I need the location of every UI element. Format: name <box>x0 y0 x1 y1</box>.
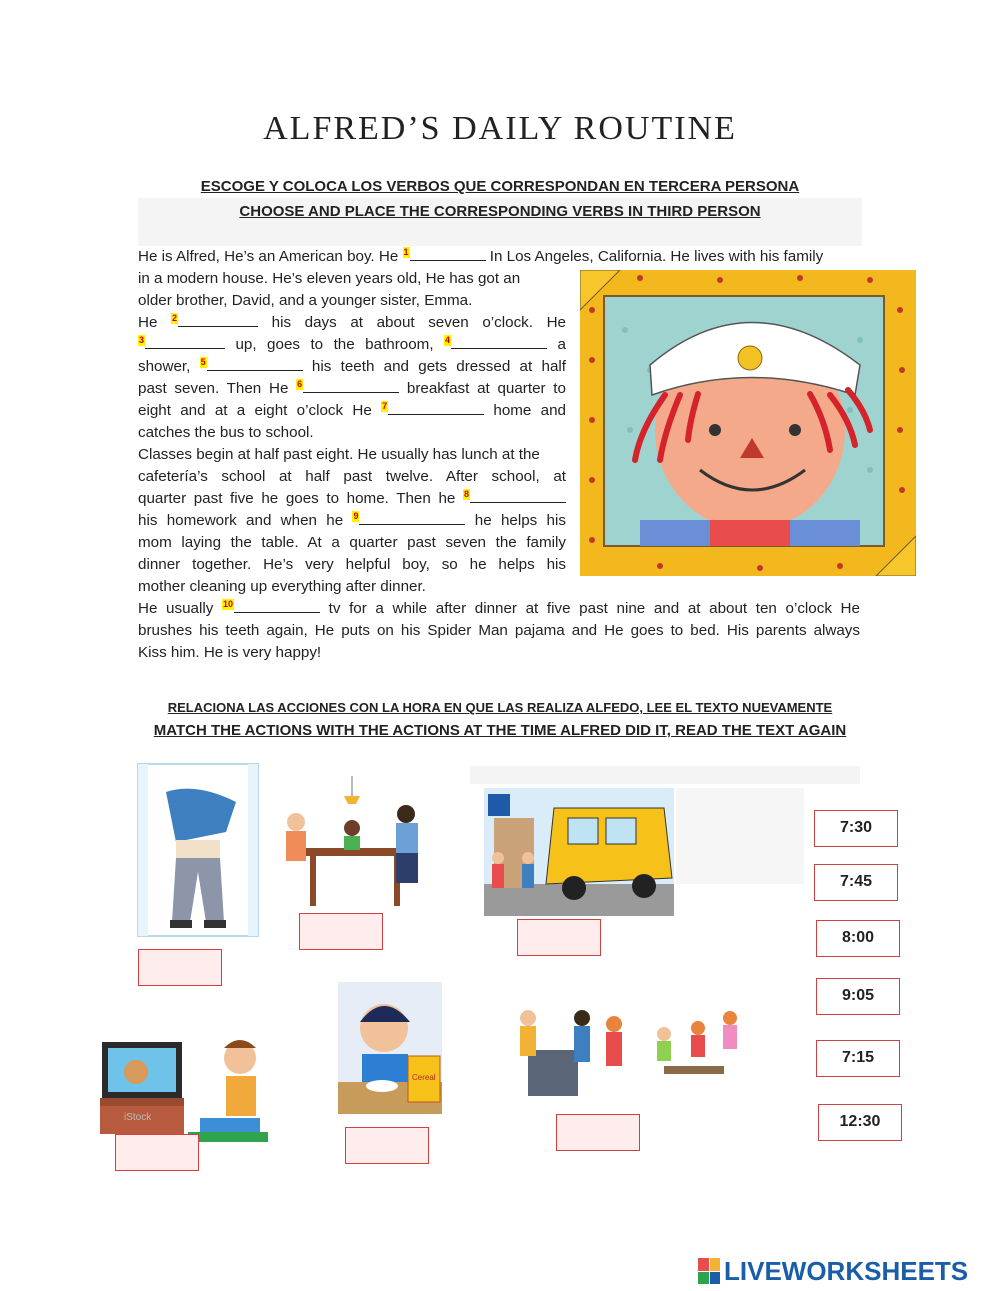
text-segment: In Los Angeles, California. He lives with his family <box>489 248 824 265</box>
text-line-16: mother cleaning up everything after dinner. <box>138 578 426 595</box>
answer-blank-9[interactable] <box>359 511 465 525</box>
time-box-4: 9:05 <box>816 978 900 1015</box>
text-line-2: in a modern house. He’s eleven years old, He has got an <box>138 270 521 287</box>
blank-number-9: 9 <box>353 510 359 521</box>
answer-box-school-bus[interactable] <box>517 919 601 956</box>
answer-box-cafeteria[interactable] <box>556 1114 640 1151</box>
text-segment: a <box>557 336 566 353</box>
answer-box-watching-tv[interactable] <box>115 1134 199 1171</box>
text-line-19: Kiss him. He is very happy! <box>138 644 322 661</box>
answer-blank-8[interactable] <box>470 489 566 503</box>
answer-blank-3[interactable] <box>145 335 225 349</box>
answer-blank-7[interactable] <box>388 401 484 415</box>
alfred-illustration <box>580 270 916 576</box>
text-line-4 <box>138 312 566 334</box>
answer-blank-4[interactable] <box>451 335 547 349</box>
text-line-11: cafetería’s school at half past twelve. After school, at <box>138 468 566 485</box>
blank-number-5: 5 <box>200 356 206 367</box>
text-segment: shower, <box>138 358 191 375</box>
text-segment: up, goes to the bathroom, <box>235 336 434 353</box>
blank-number-10: 10 <box>222 598 233 609</box>
text-segment: tv for a while after dinner at five past nine and at about ten o’clock He <box>328 600 860 617</box>
family-dinner-image <box>270 776 442 912</box>
section2-spanish: RELACIONA LAS ACCIONES CON LA HORA EN QUE LAS REALIZA ALFEDO, LEE EL TEXTO NUEVAMENTE <box>167 700 833 715</box>
image-watermark: iStock <box>124 1112 152 1123</box>
text-line-10: Classes begin at half past eight. He usually has lunch at the <box>138 446 540 463</box>
text-line-9: catches the bus to school. <box>138 424 314 441</box>
worksheet-title: ALFRED’S DAILY ROUTINE <box>263 110 737 147</box>
breakfast-image <box>338 982 442 1114</box>
time-box-2: 7:45 <box>814 864 898 901</box>
section2-english: MATCH THE ACTIONS WITH THE ACTIONS AT THE TIME ALFRED DID IT, READ THE TEXT AGAIN <box>153 722 847 739</box>
answer-blank-1[interactable] <box>410 247 486 261</box>
text-segment: quarter past five he goes to home. Then he <box>138 490 456 507</box>
getting-dressed-image <box>136 762 260 938</box>
instruction-english: CHOOSE AND PLACE THE CORRESPONDING VERBS IN THIRD PERSON <box>239 203 761 220</box>
blank-number-8: 8 <box>463 488 469 499</box>
right-eye <box>789 424 801 436</box>
answer-blank-2[interactable] <box>178 313 258 327</box>
text-segment: past seven. Then He <box>138 380 289 397</box>
time-box-6: 12:30 <box>818 1104 902 1141</box>
text-segment: he helps his <box>474 512 566 529</box>
logo-text: LIVEWORKSHEETS <box>724 1255 969 1286</box>
time-box-5: 7:15 <box>816 1040 900 1077</box>
image-strip <box>470 766 860 784</box>
text-segment: his homework and when he <box>138 512 344 529</box>
liveworksheets-logo <box>698 1256 968 1286</box>
text-line-13 <box>138 510 566 532</box>
left-eye <box>709 424 721 436</box>
text-line-15: dinner together. He’s very helpful boy, so he helps his <box>138 556 566 573</box>
time-box-1: 7:30 <box>814 810 898 847</box>
blank-number-2: 2 <box>172 312 178 323</box>
blank-number-7: 7 <box>382 400 388 411</box>
text-line-18: brushes his teeth again, He puts on his Spider Man pajama and He goes to bed. His parents always <box>138 622 860 639</box>
overall-left <box>640 520 710 546</box>
answer-blank-6[interactable] <box>303 379 399 393</box>
cap-button <box>738 346 762 370</box>
text-line-3: older brother, David, and a younger sister, Emma. <box>138 292 473 309</box>
image-blank <box>676 788 804 884</box>
text-line-6 <box>138 356 566 378</box>
text-line-12 <box>138 488 566 510</box>
blank-number-6: 6 <box>297 378 303 389</box>
text-line-17 <box>138 598 860 620</box>
answer-blank-5[interactable] <box>207 357 303 371</box>
cafeteria-lunch-image <box>514 998 754 1112</box>
blank-number-3: 3 <box>139 334 145 345</box>
text-segment: his days at about seven o’clock. He <box>271 314 566 331</box>
instruction-spanish: ESCOGE Y COLOCA LOS VERBOS QUE CORRESPONDAN EN TERCERA PERSONA <box>200 178 800 195</box>
overall-right <box>790 520 860 546</box>
text-segment: home and <box>493 402 566 419</box>
text-line-14: mom laying the table. At a quarter past seven the family <box>138 534 566 551</box>
text-line-5 <box>138 334 566 356</box>
text-segment: his teeth and gets dressed at half <box>311 358 566 375</box>
text-segment: He is Alfred, He’s an American boy. He <box>138 248 399 265</box>
answer-box-family-dinner[interactable] <box>299 913 383 950</box>
text-segment: He usually <box>138 600 214 617</box>
text-segment: breakfast at quarter to <box>406 380 566 397</box>
answer-box-getting-dressed[interactable] <box>138 949 222 986</box>
text-line-7 <box>138 378 566 400</box>
text-line-8 <box>138 400 566 422</box>
blank-number-1: 1 <box>403 246 409 257</box>
text-line-1 <box>138 246 860 268</box>
answer-blank-10[interactable] <box>234 599 320 613</box>
shirt <box>710 520 790 546</box>
answer-box-breakfast[interactable] <box>345 1127 429 1164</box>
cereal-box-label: Cereal <box>412 1073 436 1082</box>
logo-icon <box>698 1258 720 1284</box>
time-box-3: 8:00 <box>816 920 900 957</box>
blank-number-4: 4 <box>445 334 451 345</box>
text-segment: eight and at a eight o’clock He <box>138 402 372 419</box>
school-bus-image <box>484 788 674 916</box>
text-segment: He <box>138 314 158 331</box>
